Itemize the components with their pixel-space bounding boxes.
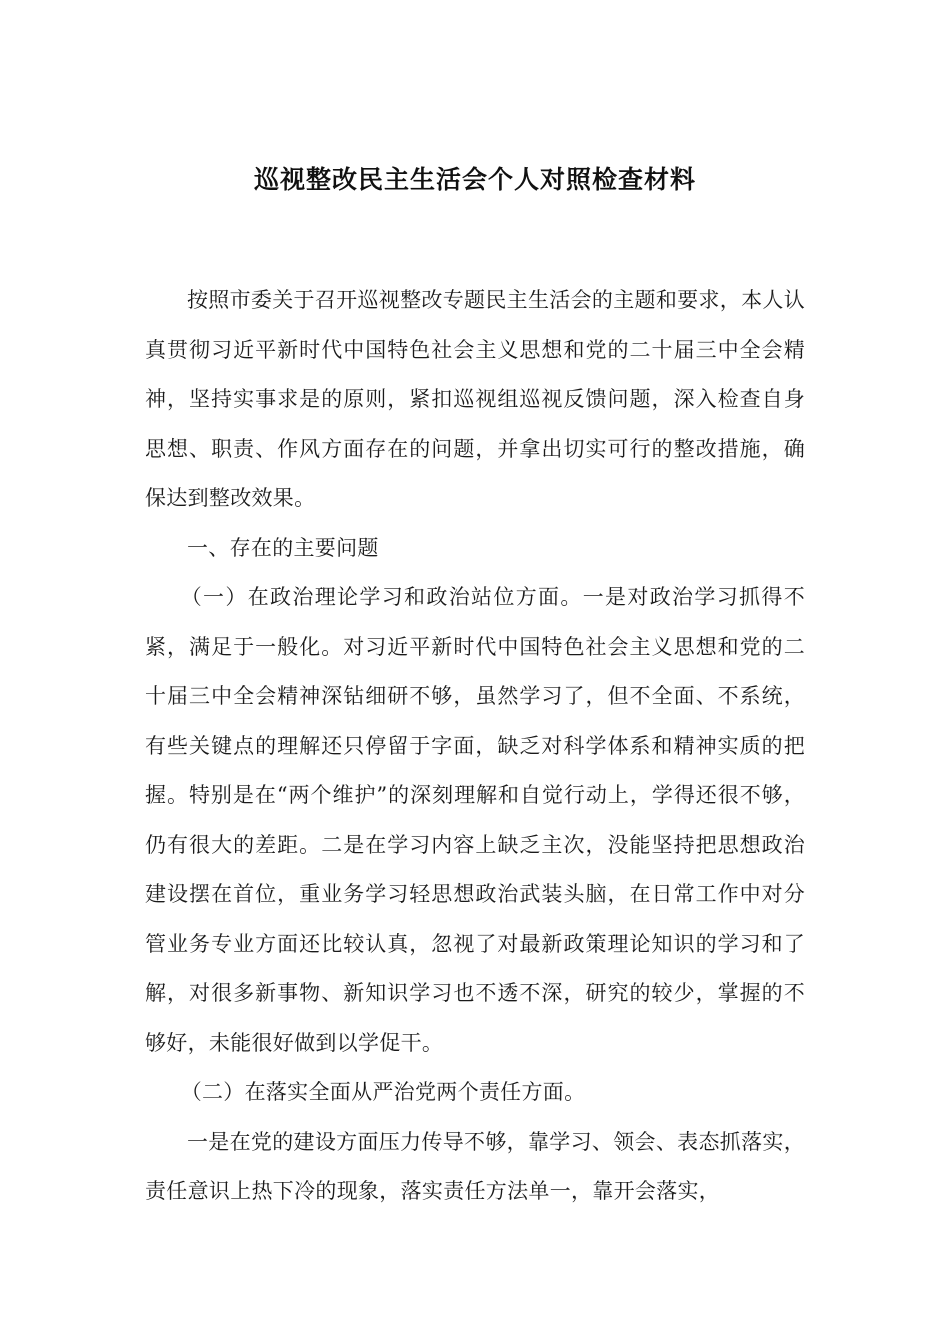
section-heading: 一、存在的主要问题: [187, 535, 379, 560]
subsection-heading-2: （二）在落实全面从严治党两个责任方面。: [180, 1080, 586, 1104]
subsection-paragraph-1: （一）在政治理论学习和政治站位方面。一是对政治学习抓得不紧，满足于一般化。对习近平新时代中国特色社会主义思想和党的二十届三中全会精神深钻细研不够，虽然学习了，但不全面、不系统，有些关键点的理解还只停留于字面，缺乏对科学体系和精神实质的把握。特别是在“两个维护”的深刻理解和自觉行动上，学得还很不够，仍有很大的差距。二是在学习内容上缺乏主次，没能坚持把思想政治建设摆在首位，重业务学习轻思想政治武装头脑，在日常工作中对分管业务专业方面还比较认真，忽视了对最新政策理论知识的学习和了解，对很多新事物、新知识学习也不透不深，研究的较少，掌握的不够好，未能很好做到以学促干。: [145, 585, 805, 1055]
document-title: 巡视整改民主生活会个人对照检查材料: [253, 165, 696, 194]
intro-paragraph: 按照市委关于召开巡视整改专题民主生活会的主题和要求，本人认真贯彻习近平新时代中国特色社会主义思想和党的二十届三中全会精神，坚持实事求是的原则，紧扣巡视组巡视反馈问题，深入检查自身思想、职责、作风方面存在的问题，并拿出切实可行的整改措施，确保达到整改效果。: [145, 288, 805, 510]
document-body: [145, 276, 805, 1217]
subsection-paragraph-2: 一是在党的建设方面压力传导不够，靠学习、领会、表态抓落实，责任意识上热下冷的现象，落实责任方法单一，靠开会落实，: [145, 1129, 805, 1203]
